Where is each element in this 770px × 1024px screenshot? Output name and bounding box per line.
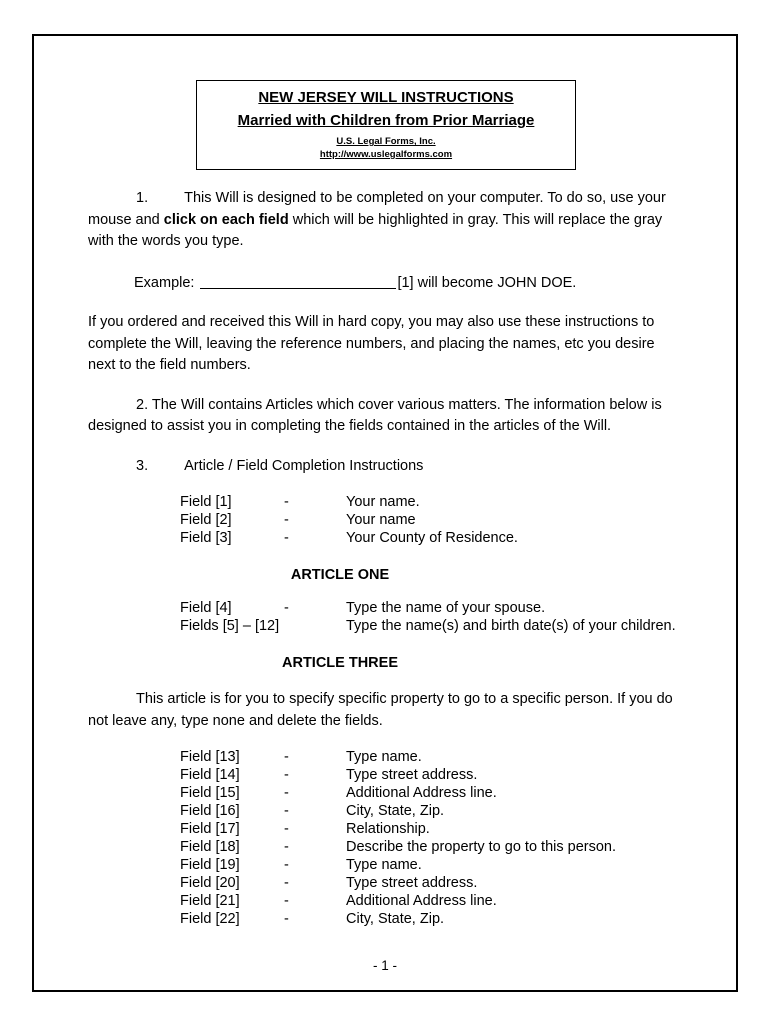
field-dash: - [284,893,289,909]
document-subtitle: Married with Children from Prior Marriage [237,112,535,129]
field-label: Field [17] [180,821,240,837]
field-dash: - [284,767,289,783]
paragraph-3 [88,456,684,478]
field-list-group-1 [88,493,684,547]
field-description: Type name. [346,857,422,873]
paragraph-1 [88,188,684,253]
field-dash: - [284,600,289,616]
field-row [180,838,684,856]
field-row [180,599,684,617]
field-label: Field [3] [180,530,232,546]
paragraph-1-bold: click on each field [163,211,289,228]
field-description: Type name. [346,749,422,765]
field-row [180,748,684,766]
field-dash: - [284,839,289,855]
field-description: Your name. [346,494,420,510]
paragraph-article-three [88,689,684,732]
field-label: Field [13] [180,749,240,765]
field-description: Your name [346,512,416,528]
field-row [180,802,684,820]
example-line [88,273,684,295]
paragraph-1-text-after: which will be highlighted in gray. This will replace the gray with the words you type. [88,211,663,249]
field-description: Type the name(s) and birth date(s) of your children. [346,618,676,634]
field-row [180,856,684,874]
field-description: City, State, Zip. [346,911,445,927]
field-description: Additional Address line. [346,785,497,801]
field-label: Field [19] [180,857,240,873]
field-dash: - [284,512,289,528]
paragraph-article-three-text: This article is for you to specify specific property to go to a specific person. If you do not leave any, type none and delete the fields. [88,691,673,729]
field-label: Field [21] [180,893,240,909]
field-dash: - [284,821,289,837]
field-dash: - [284,911,289,927]
example-blank-field [200,274,396,289]
page-number: - 1 - [372,958,397,973]
document-title: NEW JERSEY WILL INSTRUCTIONS [258,89,514,106]
paragraph-hardcopy: If you ordered and received this Will in hard copy, you may also use these instructions to complete the Will, leaving the reference numbers, and placing the names, etc you desire next to the field numbers. [88,314,655,373]
field-label: Fields [5] – [12] [180,618,280,634]
article-three-heading: ARTICLE THREE [282,655,398,671]
field-description: Additional Address line. [346,893,497,909]
paragraph-3-text: Article / Field Completion Instructions [184,457,424,474]
field-label: Field [2] [180,512,232,528]
paragraph-1-text-before: This Will is designed to be completed on your computer. To do so, use your mouse and [88,190,666,228]
field-row [180,892,684,910]
field-description: Type street address. [346,767,478,783]
example-label: Example: [134,274,195,291]
field-row [180,874,684,892]
field-description: Describe the property to go to this person. [346,839,617,855]
paragraph-1-number: 1. [136,190,149,206]
field-row [180,910,684,928]
field-label: Field [15] [180,785,240,801]
field-label: Field [18] [180,839,240,855]
field-label: Field [1] [180,494,232,510]
paragraph-2 [88,395,684,438]
field-dash: - [284,785,289,801]
field-dash: - [284,749,289,765]
article-one-heading: ARTICLE ONE [290,567,390,583]
field-row [180,766,684,784]
field-dash: - [284,857,289,873]
paragraph-2-text: 2. The Will contains Articles which cover various matters. The information below is designed to assist you in completing the fields contained in the articles of the Will. [88,396,662,434]
field-row [180,617,684,635]
field-list-group-2 [88,599,684,635]
document-content [88,80,684,928]
field-description: Relationship. [346,821,430,837]
field-description: Type the name of your spouse. [346,600,546,616]
field-label: Field [4] [180,600,232,616]
field-dash: - [284,494,289,510]
field-description: City, State, Zip. [346,803,445,819]
field-row [180,820,684,838]
field-row [180,511,684,529]
field-description: Your County of Residence. [346,530,518,546]
field-label: Field [22] [180,911,240,927]
field-dash: - [284,803,289,819]
paragraph-3-number: 3. [136,457,149,474]
publisher-url: http://www.uslegalforms.com [319,149,453,160]
field-row [180,529,684,547]
field-dash: - [284,875,289,891]
field-row [180,493,684,511]
field-label: Field [16] [180,803,240,819]
field-description: Type street address. [346,875,478,891]
publisher-name: U.S. Legal Forms, Inc. [336,136,436,147]
example-after-blank: [1] will become JOHN DOE. [397,274,577,291]
field-dash: - [284,530,289,546]
field-list-group-3 [88,748,684,928]
field-row [180,784,684,802]
title-box [196,80,576,170]
field-label: Field [20] [180,875,240,891]
field-label: Field [14] [180,767,240,783]
